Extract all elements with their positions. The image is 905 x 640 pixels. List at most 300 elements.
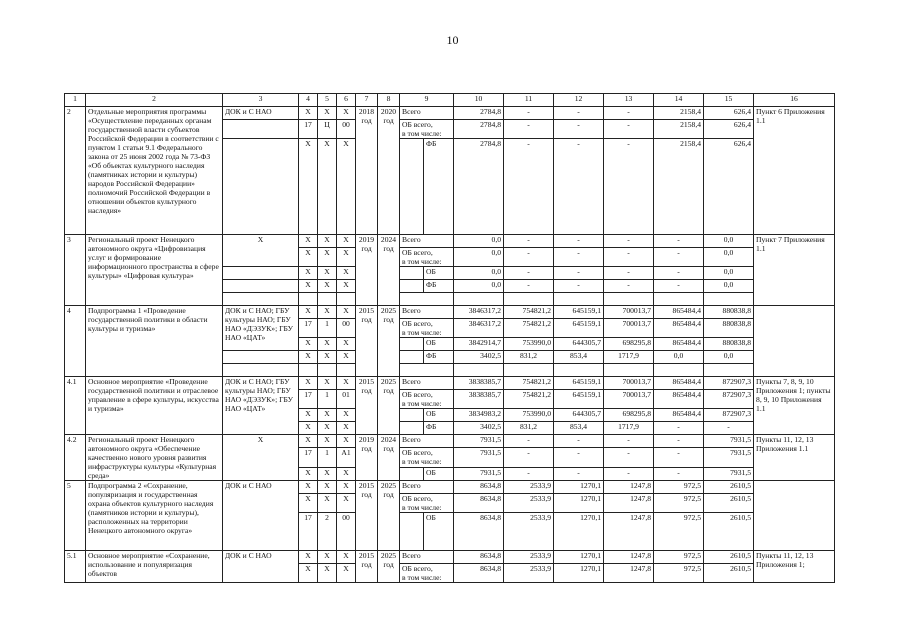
value: - [604, 435, 654, 448]
value: 644305,7 [554, 409, 604, 422]
x-cell: X [337, 435, 356, 448]
value: 0,0 [704, 248, 754, 267]
year-start: 2015 год [356, 481, 378, 551]
source-fb: ФБ [424, 139, 454, 235]
x-cell: X [299, 409, 318, 422]
source-fb: ФБ [424, 280, 454, 293]
value: 972,5 [654, 564, 704, 583]
value: 872907,3 [704, 377, 754, 390]
header-cell: 1 [65, 94, 86, 107]
table-row [65, 377, 835, 390]
x-cell: X [318, 280, 337, 293]
x-cell: X [318, 306, 337, 319]
source-total: Всего [400, 377, 454, 390]
value: 3846317,2 [454, 306, 504, 319]
value: 865484,4 [654, 338, 704, 351]
row-reference: Пункт 6 Приложения 1.1 [754, 107, 835, 235]
value: 8634,8 [454, 564, 504, 583]
row-reference: Пункты 7, 8, 9, 10 Приложения 1; пункты 8, 9, 10 Приложения 1.1 [754, 377, 835, 435]
value: 754821,2 [504, 390, 554, 409]
empty-cell [318, 293, 337, 306]
value: 626,4 [704, 120, 754, 139]
value: 972,5 [654, 551, 704, 564]
x-cell: X [299, 351, 318, 364]
header-cell: 2 [86, 94, 223, 107]
value: 831,2 [504, 422, 554, 435]
code-cell: 17 [299, 319, 318, 338]
year-end: 2025 год [378, 377, 400, 435]
header-cell: 7 [356, 94, 378, 107]
x-cell: X [337, 467, 356, 480]
x-cell: X [318, 564, 337, 583]
empty-cell [223, 139, 299, 235]
value: 0,0 [454, 235, 504, 248]
x-cell: X [299, 280, 318, 293]
x-cell: X [337, 235, 356, 248]
value: 1247,8 [604, 513, 654, 551]
value: - [654, 448, 704, 467]
empty-cell [654, 364, 704, 377]
empty-cell [223, 293, 299, 306]
empty-cell [400, 338, 424, 351]
x-cell: X [318, 235, 337, 248]
value: - [604, 448, 654, 467]
empty-cell [400, 139, 424, 235]
source-ob: ОБ [424, 409, 454, 422]
empty-cell [223, 364, 299, 377]
row-executor: ДОК и С НАО; ГБУ культуры НАО; ГБУ НАО «ДЭЗУК»; ГБУ НАО «ЦАТ» [223, 306, 299, 351]
empty-cell [223, 120, 299, 139]
value: 1270,1 [554, 564, 604, 583]
row-name: Отдельные мероприятия программы «Осуществление переданных органам государственной власти субъектов Российской Федерации в соответствии с пунктом 1 статьи 9.1 Федерального закона от 25 июня 2002 года № 73-ФЗ «Об объектах культурного наследия (памятниках истории и культуры) народов Российской Федерации» полномочий Российской Федерации в отношении объектов культурного наследия» [86, 107, 223, 235]
value: 865484,4 [654, 390, 704, 409]
code-cell: 1 [318, 319, 337, 338]
row-name: Основное мероприятие «Проведение государственной политики и отраслевое управление в сфере культуры, искусства и туризма» [86, 377, 223, 435]
x-cell: X [299, 248, 318, 267]
x-cell: X [337, 351, 356, 364]
value: 7931,5 [454, 448, 504, 467]
empty-cell [400, 351, 424, 364]
value: 831,2 [504, 351, 554, 364]
empty-cell [318, 364, 337, 377]
empty-cell [454, 293, 504, 306]
value: 972,5 [654, 494, 704, 513]
value: 2533,9 [504, 551, 554, 564]
value: - [654, 235, 704, 248]
row-executor: ДОК и С НАО [223, 107, 299, 120]
value: 3402,5 [454, 422, 504, 435]
empty-cell [337, 364, 356, 377]
value: 645159,1 [554, 319, 604, 338]
x-cell: X [318, 494, 337, 513]
value: 1247,8 [604, 551, 654, 564]
x-cell: X [299, 338, 318, 351]
value: - [504, 107, 554, 120]
empty-cell [400, 267, 424, 280]
empty-cell [223, 267, 299, 280]
x-cell: X [299, 422, 318, 435]
source-total: Всего [400, 551, 454, 564]
value: 880838,8 [704, 319, 754, 338]
value: 753990,0 [504, 409, 554, 422]
value: - [504, 248, 554, 267]
value: - [654, 435, 704, 448]
header-cell: 16 [754, 94, 835, 107]
empty-cell [400, 422, 424, 435]
value: 0,0 [454, 280, 504, 293]
header-cell: 5 [318, 94, 337, 107]
value: 865484,4 [654, 409, 704, 422]
row-reference: Пункты 11, 12, 13 Приложения 1.1 [754, 435, 835, 481]
row-name: Региональный проект Ненецкого автономного округа «Обеспечение качественно нового уровня развития инфраструктуры культуры «Культурная среда» [86, 435, 223, 481]
value: - [654, 467, 704, 480]
value: 0,0 [654, 351, 704, 364]
x-cell: X [318, 267, 337, 280]
value: 753990,0 [504, 338, 554, 351]
empty-cell [704, 293, 754, 306]
source-ob: ОБ [424, 467, 454, 480]
value: 872907,3 [704, 390, 754, 409]
empty-cell [400, 513, 424, 551]
source-total: Всего [400, 107, 454, 120]
year-end: 2024 год [378, 435, 400, 481]
empty-cell [400, 280, 424, 293]
value: 2784,8 [454, 107, 504, 120]
code-cell: Ц [318, 120, 337, 139]
value: - [604, 267, 654, 280]
value: - [554, 235, 604, 248]
value: 0,0 [704, 235, 754, 248]
value: 0,0 [704, 267, 754, 280]
value: - [504, 280, 554, 293]
row-executor: ДОК и С НАО; ГБУ культуры НАО; ГБУ НАО «ДЭЗУК»; ГБУ НАО «ЦАТ» [223, 377, 299, 435]
value: 2610,5 [704, 494, 754, 513]
empty-cell [400, 293, 454, 306]
x-cell: X [318, 481, 337, 494]
x-cell: X [299, 306, 318, 319]
x-cell: X [318, 422, 337, 435]
value: 645159,1 [554, 377, 604, 390]
source-total: Всего [400, 481, 454, 494]
year-start: 2019 год [356, 435, 378, 481]
code-cell: 17 [299, 390, 318, 409]
row-number: 5.1 [65, 551, 86, 583]
value: - [654, 422, 704, 435]
x-cell: X [318, 435, 337, 448]
value: - [504, 139, 554, 235]
row-number: 2 [65, 107, 86, 235]
value: 626,4 [704, 107, 754, 120]
empty-cell [400, 467, 424, 480]
code-cell: 00 [337, 513, 356, 551]
value: 0,0 [704, 280, 754, 293]
value: 865484,4 [654, 306, 704, 319]
x-cell: X [318, 107, 337, 120]
value: 3838385,7 [454, 390, 504, 409]
budget-table [64, 93, 835, 583]
value: 1247,8 [604, 481, 654, 494]
x-cell: X [337, 564, 356, 583]
x-cell: X [299, 235, 318, 248]
value: - [554, 120, 604, 139]
code-cell: 17 [299, 120, 318, 139]
value: 7931,5 [704, 448, 754, 467]
value: - [654, 280, 704, 293]
value: 8634,8 [454, 494, 504, 513]
value: 3846317,2 [454, 319, 504, 338]
row-number: 5 [65, 481, 86, 551]
row-name: Подпрограмма 2 «Сохранение, популяризация и государственная охрана объектов культурного наследия (памятников истории и культуры), расположенных на территории Ненецкого автономного округа» [86, 481, 223, 551]
value: - [504, 120, 554, 139]
value: 8634,8 [454, 481, 504, 494]
row-executor: ДОК и С НАО [223, 481, 299, 551]
source-ob-total: ОБ всего, в том числе: [400, 494, 454, 513]
empty-cell [504, 293, 554, 306]
code-cell: 17 [299, 448, 318, 467]
table-row [65, 551, 835, 564]
empty-cell [604, 364, 654, 377]
value: 865484,4 [654, 377, 704, 390]
value: 3834983,2 [454, 409, 504, 422]
row-reference: Пункт 7 Приложения 1.1 [754, 235, 835, 306]
header-cell: 14 [654, 94, 704, 107]
source-fb: ФБ [424, 351, 454, 364]
header-row [65, 94, 835, 107]
value: - [604, 467, 654, 480]
value: 872907,3 [704, 409, 754, 422]
table-row [65, 107, 835, 120]
table-row [65, 435, 835, 448]
row-number: 3 [65, 235, 86, 306]
header-cell: 10 [454, 94, 504, 107]
header-cell: 13 [604, 94, 654, 107]
x-cell: X [318, 377, 337, 390]
value: 2610,5 [704, 513, 754, 551]
value: 7931,5 [454, 435, 504, 448]
value: 2533,9 [504, 481, 554, 494]
x-cell: X [337, 377, 356, 390]
x-cell: X [337, 248, 356, 267]
value: 698295,8 [604, 409, 654, 422]
header-cell: 9 [400, 94, 454, 107]
value: 645159,1 [554, 306, 604, 319]
value: - [554, 435, 604, 448]
value: 2610,5 [704, 481, 754, 494]
year-end: 2025 год [378, 306, 400, 377]
empty-cell [223, 280, 299, 293]
empty-cell [554, 364, 604, 377]
value: 0,0 [704, 351, 754, 364]
value: - [554, 267, 604, 280]
value: 7931,5 [704, 435, 754, 448]
value: 1247,8 [604, 564, 654, 583]
value: 2158,4 [654, 139, 704, 235]
year-end: 2025 год [378, 481, 400, 551]
x-cell: X [318, 248, 337, 267]
empty-cell [299, 293, 318, 306]
value: 644305,7 [554, 338, 604, 351]
value: - [604, 235, 654, 248]
header-cell: 3 [223, 94, 299, 107]
value: 700013,7 [604, 306, 654, 319]
page-number: 10 [446, 33, 459, 47]
value: 3402,5 [454, 351, 504, 364]
source-total: Всего [400, 435, 454, 448]
source-ob-total: ОБ всего, в том числе: [400, 390, 454, 409]
year-end: 2024 год [378, 235, 400, 306]
value: 8634,8 [454, 513, 504, 551]
value: 1247,8 [604, 494, 654, 513]
source-ob: ОБ [424, 338, 454, 351]
code-cell: 00 [337, 120, 356, 139]
x-cell: X [337, 422, 356, 435]
value: - [504, 267, 554, 280]
source-ob-total: ОБ всего, в том числе: [400, 319, 454, 338]
source-total: Всего [400, 306, 454, 319]
value: - [604, 107, 654, 120]
source-ob: ОБ [424, 267, 454, 280]
value: 972,5 [654, 481, 704, 494]
x-cell: X [337, 409, 356, 422]
value: 2533,9 [504, 513, 554, 551]
value: - [604, 280, 654, 293]
source-ob-total: ОБ всего, в том числе: [400, 120, 454, 139]
row-reference: Пункты 11, 12, 13 Приложения 1; [754, 551, 835, 583]
value: 880838,8 [704, 338, 754, 351]
value: 645159,1 [554, 390, 604, 409]
x-cell: X [299, 481, 318, 494]
x-cell: X [318, 551, 337, 564]
source-ob: ОБ [424, 513, 454, 551]
value: - [504, 467, 554, 480]
x-cell: X [299, 435, 318, 448]
value: - [554, 280, 604, 293]
value: 3842914,7 [454, 338, 504, 351]
value: 754821,2 [504, 319, 554, 338]
empty-cell [223, 351, 299, 364]
x-cell: X [299, 267, 318, 280]
x-cell: X [318, 467, 337, 480]
x-cell: X [318, 338, 337, 351]
header-cell: 11 [504, 94, 554, 107]
value: 1270,1 [554, 551, 604, 564]
x-cell: X [337, 267, 356, 280]
value: 2533,9 [504, 494, 554, 513]
x-cell: X [299, 467, 318, 480]
x-cell: X [299, 551, 318, 564]
value: - [504, 435, 554, 448]
header-cell: 4 [299, 94, 318, 107]
value: 853,4 [554, 351, 604, 364]
value: 1717,9 [604, 351, 654, 364]
value: - [554, 248, 604, 267]
empty-cell [454, 364, 504, 377]
row-executor: ДОК и С НАО [223, 551, 299, 583]
year-start: 2019 год [356, 235, 378, 306]
source-ob-total: ОБ всего, в том числе: [400, 448, 454, 467]
empty-cell [504, 364, 554, 377]
value: 1717,9 [604, 422, 654, 435]
value: 2784,8 [454, 139, 504, 235]
value: - [604, 248, 654, 267]
x-cell: X [299, 377, 318, 390]
value: 2158,4 [654, 120, 704, 139]
x-cell: X [299, 564, 318, 583]
x-cell: X [337, 139, 356, 235]
value: 2158,4 [654, 107, 704, 120]
year-end: 2025 год [378, 551, 400, 583]
empty-cell [400, 409, 424, 422]
row-reference [754, 481, 835, 551]
x-cell: X [337, 107, 356, 120]
value: 0,0 [454, 267, 504, 280]
value: - [704, 422, 754, 435]
x-cell: X [318, 139, 337, 235]
value: 700013,7 [604, 390, 654, 409]
value: 754821,2 [504, 377, 554, 390]
year-start: 2015 год [356, 306, 378, 377]
empty-cell [604, 293, 654, 306]
code-cell: 01 [337, 390, 356, 409]
value: - [554, 467, 604, 480]
value: - [504, 235, 554, 248]
table-row [65, 235, 835, 248]
row-number: 4.1 [65, 377, 86, 435]
empty-cell [337, 293, 356, 306]
year-start: 2015 год [356, 551, 378, 583]
x-cell: X [337, 338, 356, 351]
value: 2610,5 [704, 564, 754, 583]
value: 7931,5 [704, 467, 754, 480]
source-ob-total: ОБ всего, в том числе: [400, 564, 454, 583]
row-executor: X [223, 235, 299, 267]
x-cell: X [337, 551, 356, 564]
source-total: Всего [400, 235, 454, 248]
value: 2533,9 [504, 564, 554, 583]
value: - [554, 448, 604, 467]
row-name: Региональный проект Ненецкого автономного округа «Цифровизация услуг и формирование информационного пространства в сфере культуры» «Цифровая культура» [86, 235, 223, 306]
table-row [65, 306, 835, 319]
value: - [604, 139, 654, 235]
header-cell: 6 [337, 94, 356, 107]
value: 880838,8 [704, 306, 754, 319]
value: 3838385,7 [454, 377, 504, 390]
row-name: Подпрограмма 1 «Проведение государственной политики в области культуры и туризма» [86, 306, 223, 377]
code-cell: А1 [337, 448, 356, 467]
x-cell: X [337, 494, 356, 513]
value: - [604, 120, 654, 139]
x-cell: X [299, 139, 318, 235]
value: 8634,8 [454, 551, 504, 564]
code-cell: 2 [318, 513, 337, 551]
year-end: 2020 год [378, 107, 400, 235]
x-cell: X [299, 494, 318, 513]
value: 2784,8 [454, 120, 504, 139]
empty-cell [554, 293, 604, 306]
code-cell: 17 [299, 513, 318, 551]
value: 7931,5 [454, 467, 504, 480]
source-ob-total: ОБ всего, в том числе: [400, 248, 454, 267]
x-cell: X [318, 351, 337, 364]
x-cell: X [337, 481, 356, 494]
value: 865484,4 [654, 319, 704, 338]
value: - [554, 107, 604, 120]
x-cell: X [337, 280, 356, 293]
value: 700013,7 [604, 319, 654, 338]
value: 1270,1 [554, 494, 604, 513]
x-cell: X [337, 306, 356, 319]
row-number: 4.2 [65, 435, 86, 481]
